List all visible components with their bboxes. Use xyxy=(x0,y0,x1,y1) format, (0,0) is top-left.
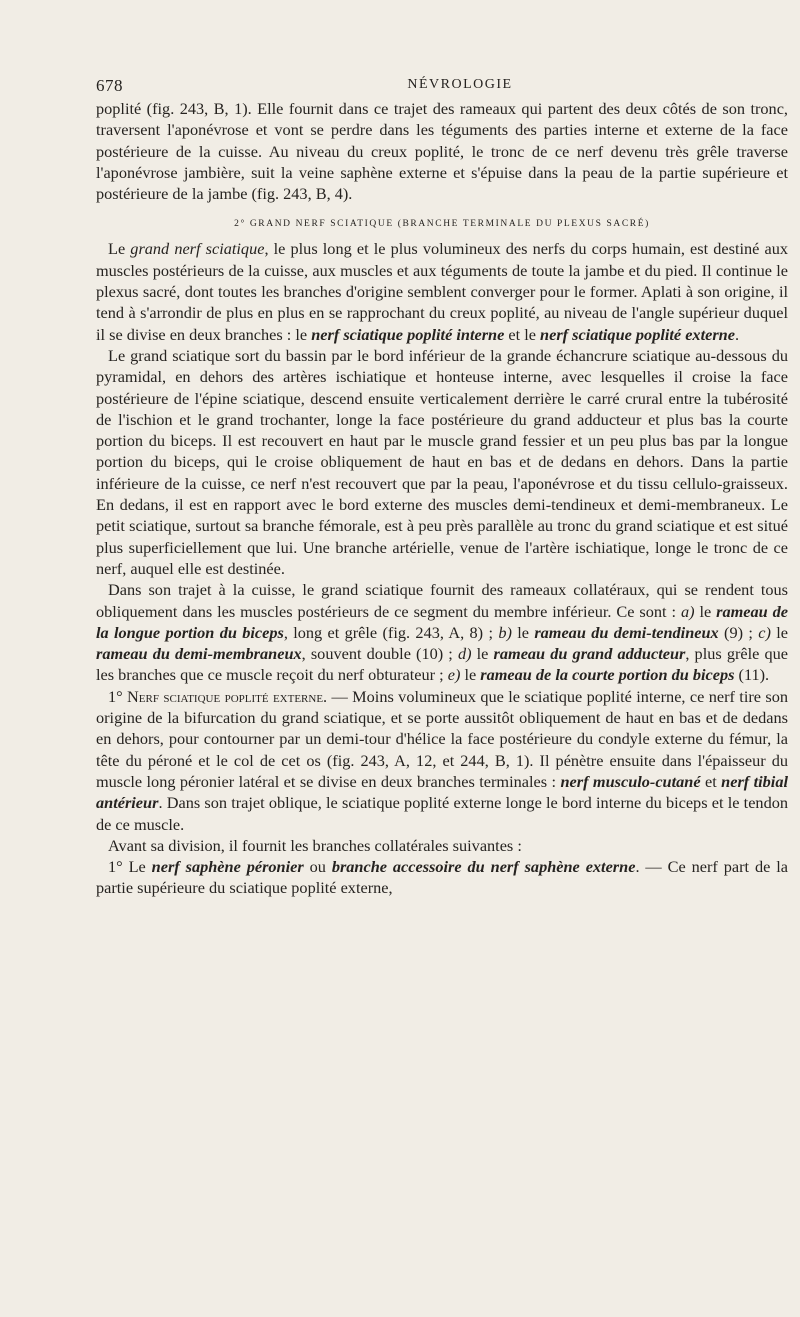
paragraph-course: Le grand sciatique sort du bassin par le bord inférieur de la grande échancrure sciatique au-dessous du pyramidal, en dehors des artères ischiatique et honteuse interne, avec lesquelles il croise la face postérieure de l'épine sciatique, descend ensuite verticalement derrière le carré crural entre la tubérosité de l'ischion et le grand trochanter, longe la face postérieure du grand adducteur et plus bas la courte portion du biceps. Il est recouvert en haut par le muscle grand fessier et un peu plus bas par la longue portion du biceps, qui le croise obliquement de haut en bas et de dedans en dehors. Dans la partie inférieure de la cuisse, ce nerf n'est recouvert que par la peau, l'aponévrose et du tissu cellulo-graisseux. En dedans, il est en rapport avec le bord externe des muscles demi-tendineux et demi-membraneux. Le petit sciatique, surtout sa branche fémorale, est à peu près parallèle au tronc du grand sciatique et est situé plus superficiellement que lui. Une branche artérielle, venue de l'artère ischiatique, longe le tronc de ce nerf, auquel elle est destinée. xyxy=(96,345,788,578)
paragraph-collateral-branches: Dans son trajet à la cuisse, le grand sciatique fournit des rameaux collatéraux, qui se rendent tous obliquement dans les muscles postérieurs de ce segment du membre inférieur. Ce sont : a) le rameau de la longue portion du biceps, long et grêle (fig. 243, A, 8) ; b) le rameau du demi-tendineux (9) ; c) le rameau du demi-membraneux, souvent double (10) ; d) le rameau du grand adducteur, plus grêle que les branches que ce muscle reçoit du nerf obturateur ; e) le rameau de la courte portion du biceps (11). xyxy=(96,580,789,685)
page-number: 678 xyxy=(96,76,123,95)
running-title: NÉVROLOGIE xyxy=(407,77,513,92)
paragraph-intro: poplité (fig. 243, B, 1). Elle fournit dans ce trajet des rameaux qui partent des deux côtés de son tronc, traversent l'aponévrose et vont se perdre dans les téguments des parties interne et externe de la face postérieure de la cuisse. Au niveau du creux poplité, le tronc de ce nerf devenu très grêle traverse l'aponévrose jambière, suit la veine saphène externe et s'épuise dans la peau de la partie supérieure et postérieure de la jambe (fig. 243, B, 4). xyxy=(96,99,788,204)
page-header xyxy=(96,76,784,100)
paragraph-saphenous: 1° Le nerf saphène péronier ou branche accessoire du nerf saphène externe. — Ce nerf part de la partie supérieure du sciatique poplité externe, xyxy=(96,857,788,898)
paragraph-definition: Le grand nerf sciatique, le plus long et le plus volumineux des nerfs du corps humain, est destiné aux muscles postérieurs de la cuisse, aux muscles et aux téguments de toute la jambe et du pied. Il continue le plexus sacré, dont toutes les branches d'origine semblent converger pour le former. Aplati à son origine, il tend à s'arrondir de plus en plus en se rapprochant du creux poplité, au niveau de l'angle supérieur duquel il se divise en deux branches : le nerf sciatique poplité interne et le nerf sciatique poplité externe. xyxy=(96,239,789,344)
paragraph-external-popliteal: 1° Nerf sciatique poplité externe. — Moins volumineux que le sciatique poplité interne, ce nerf tire son origine de la bifurcation du grand sciatique, et se porte aussitôt obliquement de haut en bas et de dedans en dehors, pour contourner par un demi-tour d'hélice la face postérieure du condyle externe du fémur, la tête du péroné et le col de cet os (fig. 243, A, 12, et 244, B, 1). Il pénètre ensuite dans l'épaisseur du muscle long péronier latéral et se divise en deux branches terminales : nerf musculo-cutané et nerf tibial antérieur. Dans son trajet oblique, le sciatique poplité externe longe le bord interne du biceps et le tendon de ce muscle. xyxy=(96,686,788,834)
page-body xyxy=(96,98,788,899)
section-title: 2° GRAND NERF SCIATIQUE (BRANCHE TERMINALE DU PLEXUS SACRÉ) xyxy=(234,219,650,230)
paragraph-branches-intro: Avant sa division, il fournit les branches collatérales suivantes : xyxy=(108,835,522,855)
